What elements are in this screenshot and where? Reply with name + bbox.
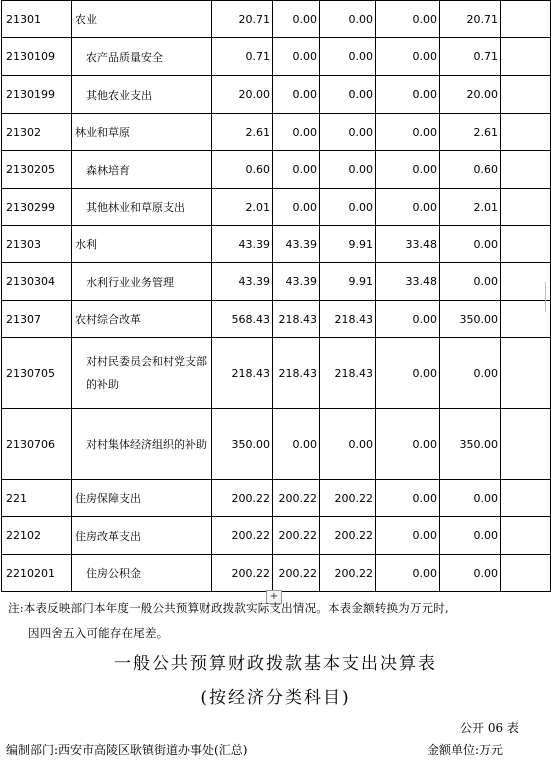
add-row-button[interactable]: + (266, 590, 282, 604)
row-value: 0.71 (440, 38, 501, 76)
row-name: 住房保障支出 (72, 480, 212, 517)
table-note (8, 596, 548, 646)
row-value: 218.43 (320, 338, 376, 409)
row-value: 200.22 (273, 480, 320, 517)
row-code: 2130706 (2, 409, 72, 480)
row-value: 0.00 (376, 189, 440, 226)
table-row (2, 151, 551, 189)
row-value: 568.43 (212, 301, 273, 338)
row-value: 0.00 (376, 76, 440, 114)
row-value: 0.00 (376, 301, 440, 338)
row-value: 0.00 (376, 480, 440, 517)
table-row (2, 517, 551, 555)
row-value (501, 189, 551, 226)
row-value (501, 480, 551, 517)
row-value (501, 263, 551, 301)
row-value: 0.00 (376, 1, 440, 38)
row-name: 农业 (72, 1, 212, 38)
row-name: 水利 (72, 226, 212, 263)
note-line-2: 因四舍五入可能存在尾差。 (28, 626, 169, 640)
row-code: 2130705 (2, 338, 72, 409)
row-value: 350.00 (440, 409, 501, 480)
row-value: 0.00 (320, 38, 376, 76)
row-value: 0.60 (212, 151, 273, 189)
row-value: 0.00 (440, 555, 501, 592)
row-value: 0.00 (320, 1, 376, 38)
row-name: 水利行业业务管理 (72, 263, 212, 301)
row-name: 森林培育 (72, 151, 212, 189)
row-value: 0.00 (273, 409, 320, 480)
row-value: 0.00 (320, 76, 376, 114)
table-row (2, 301, 551, 338)
row-value: 200.22 (273, 517, 320, 555)
row-value: 0.00 (376, 409, 440, 480)
row-value: 20.71 (212, 1, 273, 38)
amount-unit: 金额单位:万元 (427, 743, 504, 757)
row-value (501, 517, 551, 555)
row-value (501, 338, 551, 409)
row-code: 21301 (2, 1, 72, 38)
row-value: 200.22 (273, 555, 320, 592)
table-row (2, 226, 551, 263)
row-value: 0.00 (376, 38, 440, 76)
row-value (501, 76, 551, 114)
row-value (501, 226, 551, 263)
row-value: 9.91 (320, 263, 376, 301)
row-name: 农村综合改革 (72, 301, 212, 338)
row-value: 0.00 (273, 189, 320, 226)
row-value: 20.00 (440, 76, 501, 114)
row-code: 2210201 (2, 555, 72, 592)
table-row (2, 189, 551, 226)
row-value: 200.22 (320, 517, 376, 555)
note-line-1: 注:本表反映部门本年度一般公共预算财政拨款实际支出情况。本表金额转换为万元时, (8, 601, 449, 615)
row-value: 200.22 (212, 555, 273, 592)
row-value: 350.00 (440, 301, 501, 338)
row-value: 9.91 (320, 226, 376, 263)
row-value: 0.00 (440, 263, 501, 301)
page-title: 一般公共预算财政拨款基本支出决算表 (114, 654, 437, 674)
row-code: 22102 (2, 517, 72, 555)
row-value (501, 151, 551, 189)
form-number: 公开 06 表 (460, 721, 519, 735)
row-value: 43.39 (273, 226, 320, 263)
table-row (2, 1, 551, 38)
row-value: 0.00 (273, 151, 320, 189)
row-value: 20.71 (440, 1, 501, 38)
row-code: 2130205 (2, 151, 72, 189)
row-value: 2.61 (212, 114, 273, 151)
table-row (2, 114, 551, 151)
row-value (501, 409, 551, 480)
scrollbar-hint[interactable] (545, 282, 551, 312)
row-value: 0.00 (273, 114, 320, 151)
budget-table (1, 0, 551, 592)
row-value (501, 38, 551, 76)
row-value: 20.00 (212, 76, 273, 114)
row-value: 33.48 (376, 226, 440, 263)
row-value: 218.43 (273, 338, 320, 409)
row-code: 21303 (2, 226, 72, 263)
row-value: 218.43 (273, 301, 320, 338)
row-value: 0.00 (320, 409, 376, 480)
row-value: 0.00 (376, 555, 440, 592)
row-code: 2130199 (2, 76, 72, 114)
row-name: 住房改革支出 (72, 517, 212, 555)
row-value: 0.00 (273, 1, 320, 38)
row-value: 2.61 (440, 114, 501, 151)
page-subtitle: (按经济分类科目) (200, 688, 351, 708)
row-name: 其他农业支出 (72, 76, 212, 114)
row-value: 2.01 (440, 189, 501, 226)
row-value: 0.00 (273, 76, 320, 114)
table-row (2, 76, 551, 114)
row-value: 33.48 (376, 263, 440, 301)
row-value (501, 1, 551, 38)
row-name: 对村民委员会和村党支部的补助 (72, 338, 212, 409)
row-name: 林业和草原 (72, 114, 212, 151)
table-row (2, 480, 551, 517)
row-code: 2130299 (2, 189, 72, 226)
row-name: 其他林业和草原支出 (72, 189, 212, 226)
table-row (2, 555, 551, 592)
row-code: 2130304 (2, 263, 72, 301)
row-value: 0.00 (320, 114, 376, 151)
row-value: 0.00 (440, 480, 501, 517)
row-value: 2.01 (212, 189, 273, 226)
row-value: 0.00 (320, 151, 376, 189)
row-value (501, 114, 551, 151)
table-row (2, 263, 551, 301)
row-value (501, 555, 551, 592)
table-row (2, 409, 551, 480)
row-value: 200.22 (320, 480, 376, 517)
row-value: 43.39 (212, 263, 273, 301)
row-value: 0.71 (212, 38, 273, 76)
row-name: 对村集体经济组织的补助 (72, 409, 212, 480)
row-value: 0.00 (440, 226, 501, 263)
row-value: 43.39 (273, 263, 320, 301)
row-value (501, 301, 551, 338)
row-value: 0.00 (440, 338, 501, 409)
row-code: 21307 (2, 301, 72, 338)
table-body (2, 1, 551, 592)
row-value: 200.22 (212, 480, 273, 517)
row-value: 43.39 (212, 226, 273, 263)
row-value: 218.43 (212, 338, 273, 409)
row-value: 0.00 (273, 38, 320, 76)
row-value: 0.60 (440, 151, 501, 189)
row-name: 农产品质量安全 (72, 38, 212, 76)
row-value: 200.22 (212, 517, 273, 555)
row-value: 0.00 (320, 189, 376, 226)
row-value: 350.00 (212, 409, 273, 480)
row-value: 218.43 (320, 301, 376, 338)
row-value: 0.00 (376, 338, 440, 409)
row-name: 住房公积金 (72, 555, 212, 592)
row-value: 0.00 (440, 517, 501, 555)
row-value: 200.22 (320, 555, 376, 592)
row-value: 0.00 (376, 517, 440, 555)
table-row (2, 38, 551, 76)
row-value: 0.00 (376, 151, 440, 189)
row-code: 21302 (2, 114, 72, 151)
row-value: 0.00 (376, 114, 440, 151)
row-code: 221 (2, 480, 72, 517)
compiling-department: 编制部门:西安市高陵区耿镇街道办事处(汇总) (6, 743, 248, 757)
row-code: 2130109 (2, 38, 72, 76)
table-row (2, 338, 551, 409)
